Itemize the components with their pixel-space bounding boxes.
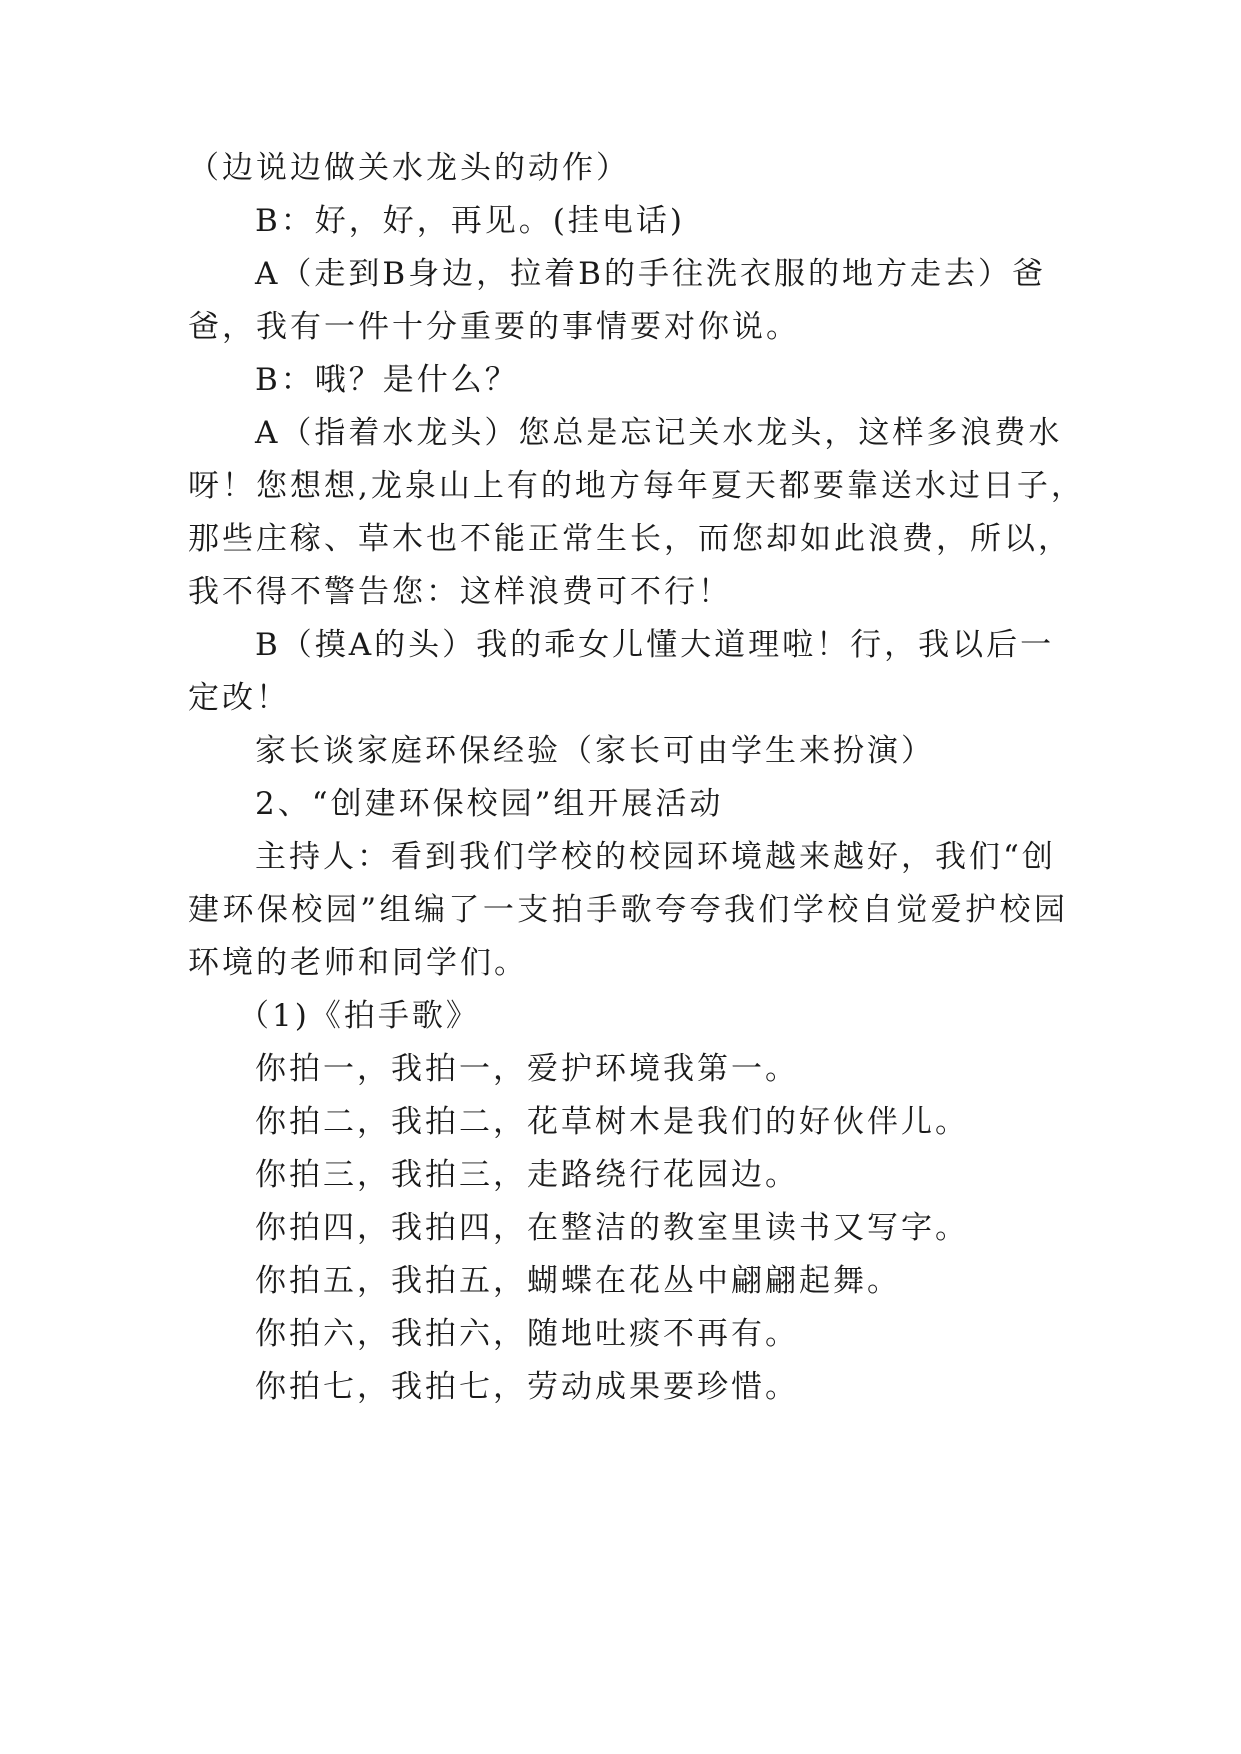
text-line: 主持人：看到我们学校的校园环境越来越好，我们“创	[255, 839, 1056, 875]
text-line: 爸，我有一件十分重要的事情要对你说。	[188, 309, 800, 345]
text-line: A（指着水龙头）您总是忘记关水龙头，这样多浪费水	[255, 415, 1063, 451]
text-line: 建环保校园”组编了一支拍手歌夸夸我们学校自觉爱护校园	[188, 892, 1068, 928]
text-line: 你拍一，我拍一，爱护环境我第一。	[255, 1051, 799, 1087]
text-line: B（摸A的头）我的乖女儿懂大道理啦！行，我以后一	[255, 627, 1055, 663]
text-line: 定改！	[188, 680, 290, 716]
text-line: 呀！您想想,龙泉山上有的地方每年夏天都要靠送水过日子，	[188, 468, 1085, 504]
text-line: 你拍五，我拍五，蝴蝶在花丛中翩翩起舞。	[255, 1263, 901, 1299]
text-line: 2、“创建环保校园”组开展活动	[255, 786, 724, 822]
text-line: 你拍四，我拍四，在整洁的教室里读书又写字。	[255, 1210, 969, 1246]
text-line: 环境的老师和同学们。	[188, 945, 528, 981]
text-line: B：哦？是什么？	[255, 362, 519, 398]
text-line: 你拍七，我拍七，劳动成果要珍惜。	[255, 1369, 799, 1405]
text-line: A（走到B身边，拉着B的手往洗衣服的地方走去）爸	[255, 256, 1046, 292]
text-line: 家长谈家庭环保经验（家长可由学生来扮演）	[255, 733, 935, 769]
text-line: 你拍二，我拍二，花草树木是我们的好伙伴儿。	[255, 1104, 969, 1140]
text-line: 我不得不警告您：这样浪费可不行！	[188, 574, 732, 610]
text-line: 你拍六，我拍六，随地吐痰不再有。	[255, 1316, 799, 1352]
text-line: B：好，好，再见。(挂电话)	[255, 203, 685, 239]
text-line: （边说边做关水龙头的动作）	[188, 150, 630, 186]
text-line: 那些庄稼、草木也不能正常生长，而您却如此浪费，所以，	[188, 521, 1072, 557]
text-line: 你拍三，我拍三，走路绕行花园边。	[255, 1157, 799, 1193]
text-line: （1)《拍手歌》	[238, 998, 480, 1034]
